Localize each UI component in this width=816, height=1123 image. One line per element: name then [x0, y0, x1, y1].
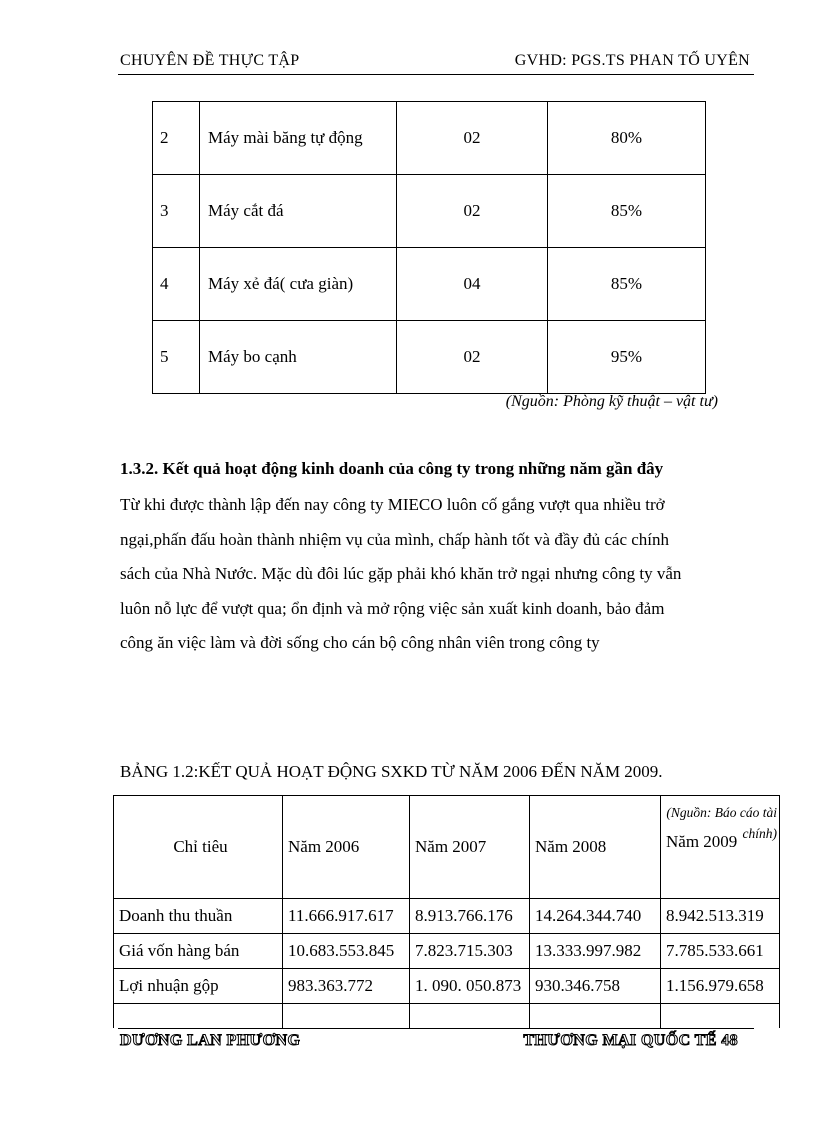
section-paragraph: [120, 488, 750, 661]
section-heading: 1.3.2. Kết quả hoạt động kinh doanh của công ty trong những năm gần đây: [120, 459, 664, 478]
header-cell: Năm 2007: [410, 796, 530, 899]
results-table-caption: BẢNG 1.2:KẾT QUẢ HOẠT ĐỘNG SXKD TỪ NĂM 2006 ĐẾN NĂM 2009.: [120, 762, 663, 781]
value-2006: 983.363.772: [283, 969, 410, 1004]
machine-quantity: 02: [397, 175, 548, 248]
table-row: [153, 175, 706, 248]
machine-quantity: 04: [397, 248, 548, 321]
value-2008: 14.264.344.740: [530, 899, 661, 934]
table-row: [153, 248, 706, 321]
metric-label: Doanh thu thuần: [114, 899, 283, 934]
value-2007: 8.913.766.176: [410, 899, 530, 934]
machine-name: Máy cắt đá: [200, 175, 397, 248]
machine-name: Máy xẻ đá( cưa giàn): [200, 248, 397, 321]
header-cell: [661, 796, 780, 899]
table-row: [114, 934, 780, 969]
machine-name: Máy bo cạnh: [200, 321, 397, 394]
value-2009: 7.785.533.661: [661, 934, 780, 969]
machine-capacity: 85%: [548, 175, 706, 248]
header-cell: Chỉ tiêu: [114, 796, 283, 899]
footer-department: THƯƠNG MẠI QUỐC TẾ 48: [523, 1032, 738, 1049]
value-2009: 8.942.513.319: [661, 899, 780, 934]
value-2006: 11.666.917.617: [283, 899, 410, 934]
row-number: 5: [153, 321, 200, 394]
header-year-2009: Năm 2009: [666, 832, 738, 851]
value-2006: 10.683.553.845: [283, 934, 410, 969]
header-title: CHUYÊN ĐỀ THỰC TẬP: [120, 52, 300, 69]
header-cell: Năm 2006: [283, 796, 410, 899]
metric-label: Giá vốn hàng bán: [114, 934, 283, 969]
value-2009: 1.156.979.658: [661, 969, 780, 1004]
footer-author: DƯƠNG LAN PHƯƠNG: [120, 1032, 301, 1049]
machine-capacity: 85%: [548, 248, 706, 321]
paragraph-line: công ăn việc làm và đời sống cho cán bộ công nhân viên trong công ty: [120, 633, 600, 652]
results-source-note: (Nguồn: Báo cáo tài chính): [666, 805, 777, 841]
page-footer: [118, 1028, 754, 1053]
table-row: [153, 102, 706, 175]
table-row: [153, 321, 706, 394]
machine-capacity: 80%: [548, 102, 706, 175]
equipment-table: [152, 101, 706, 394]
paragraph-line: sách của Nhà Nước. Mặc dù đôi lúc gặp phải khó khăn trở ngại nhưng công ty vẫn: [120, 564, 682, 583]
results-table: [113, 795, 780, 1028]
row-number: 3: [153, 175, 200, 248]
paragraph-line: Từ khi được thành lập đến nay công ty MIECO luôn cố gắng vượt qua nhiều trở: [120, 495, 665, 514]
row-number: 4: [153, 248, 200, 321]
paragraph-line: luôn nỗ lực để vượt qua; ổn định và mở rộng việc sản xuất kinh doanh, bảo đảm: [120, 598, 665, 618]
value-2008: 930.346.758: [530, 969, 661, 1004]
equipment-source-note: (Nguồn: Phòng kỹ thuật – vật tư): [505, 393, 718, 410]
paragraph-line: ngại,phấn đấu hoàn thành nhiệm vụ của mình, chấp hành tốt và đầy đủ các chính: [120, 529, 670, 549]
table-row-partial: [114, 1004, 780, 1028]
value-2007: 1. 090. 050.873: [410, 969, 530, 1004]
value-2007: 7.823.715.303: [410, 934, 530, 969]
header-supervisor: GVHD: PGS.TS PHAN TỐ UYÊN: [514, 52, 750, 69]
machine-name: Máy mài băng tự động: [200, 102, 397, 175]
machine-quantity: 02: [397, 321, 548, 394]
page-header: [118, 52, 754, 75]
table-row: [114, 969, 780, 1004]
row-number: 2: [153, 102, 200, 175]
machine-quantity: 02: [397, 102, 548, 175]
metric-label: Lợi nhuận gộp: [114, 969, 283, 1004]
header-cell: Năm 2008: [530, 796, 661, 899]
table-header-row: [114, 796, 780, 899]
machine-capacity: 95%: [548, 321, 706, 394]
value-2008: 13.333.997.982: [530, 934, 661, 969]
table-row: [114, 899, 780, 934]
